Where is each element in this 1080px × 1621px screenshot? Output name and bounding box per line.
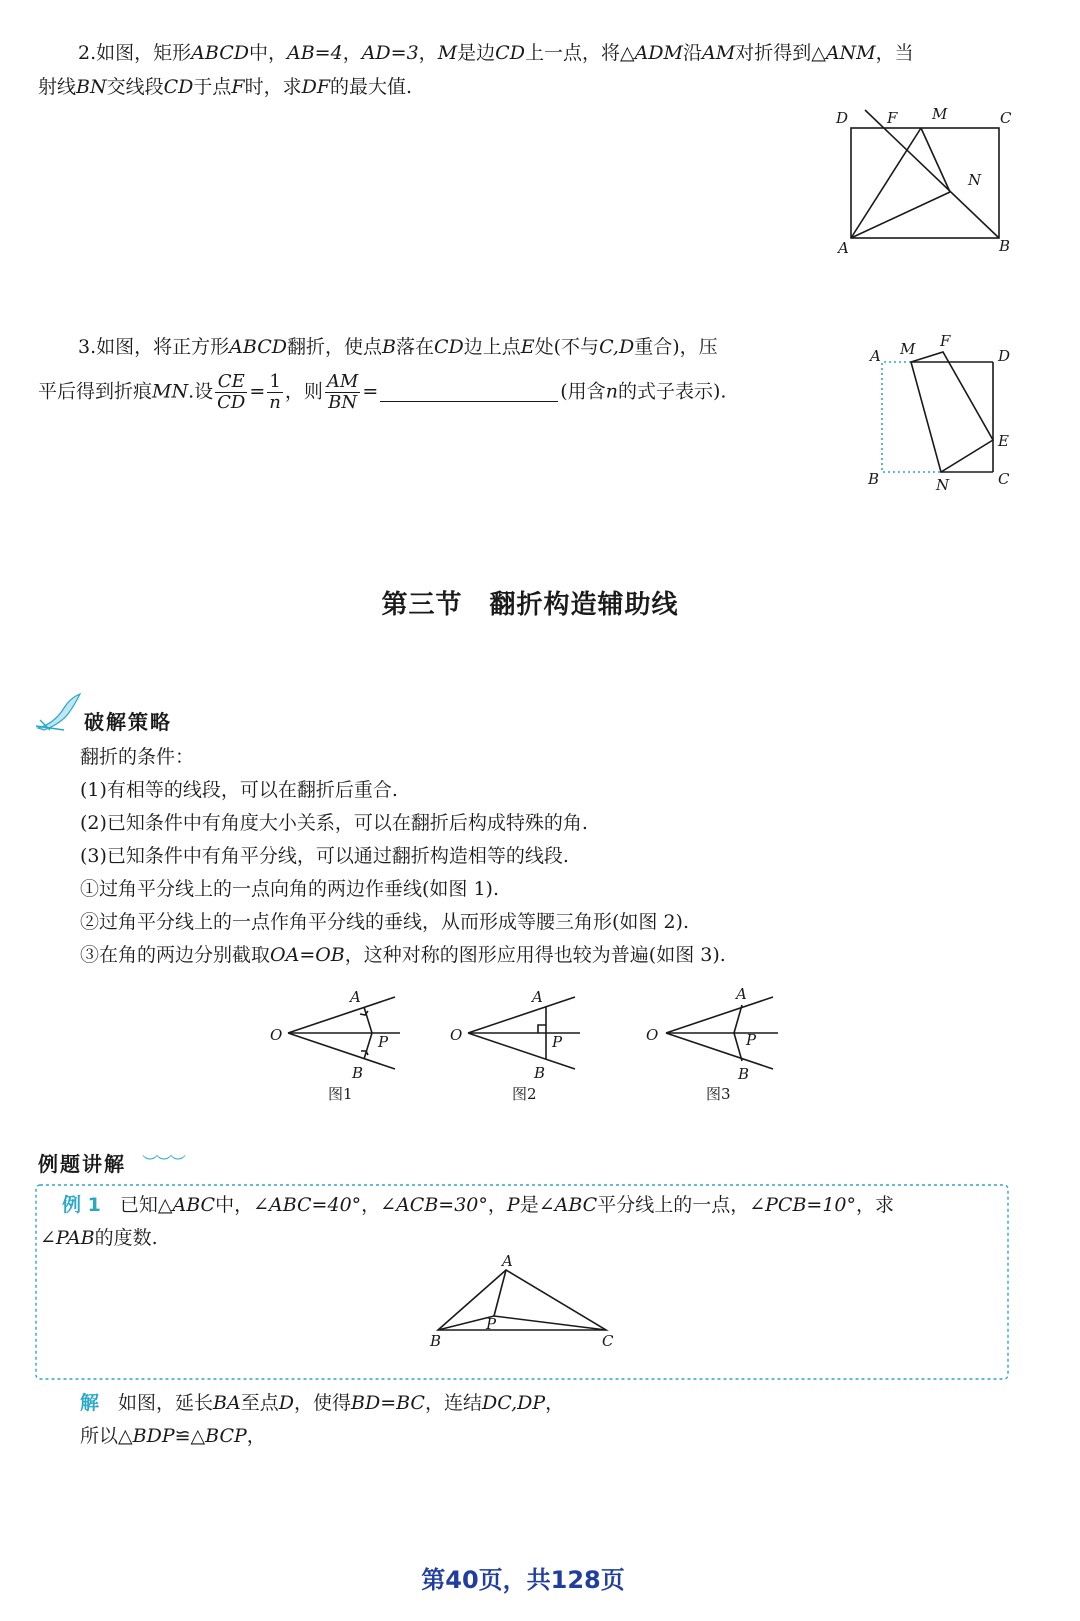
label-a: A: [838, 239, 849, 257]
strategy-item-6: ③在角的两边分别截取OA=OB，这种对称的图形应用得也较为普遍(如图 3).: [80, 944, 726, 966]
page-footer: 第40页，共128页: [421, 1566, 625, 1594]
label-m: M: [932, 105, 948, 123]
label-d: D: [998, 347, 1011, 365]
problem-2-line-2: 射线BN交线段CD于点F时，求DF的最大值.: [38, 76, 413, 98]
svg-text:A: A: [532, 988, 543, 1006]
label-a: A: [870, 347, 881, 365]
strategy-intro: 翻折的条件：: [80, 746, 195, 768]
svg-text:B: B: [534, 1064, 546, 1082]
svg-text:O: O: [450, 1026, 463, 1044]
label-b: B: [430, 1332, 442, 1350]
svg-text:O: O: [646, 1026, 659, 1044]
example-1-line-2: ∠PAB的度数.: [40, 1227, 158, 1249]
solution-label: 解: [80, 1392, 100, 1414]
label-n: N: [968, 171, 982, 189]
label-b: B: [868, 470, 880, 488]
fraction-ce-cd: $\frac{CE}{CD}$: [217, 371, 246, 413]
figure-3: [638, 985, 788, 1110]
fraction-am-bn: $\frac{AM}{BN}$: [326, 371, 359, 413]
problem-2-line-1: 2.如图，矩形ABCD中，AB=4，AD=3，M是边CD上一点，将△ADM沿AM对折得到△ANM，当: [78, 42, 914, 64]
label-f: F: [887, 109, 898, 127]
strategy-item-5: ②过角平分线上的一点作角平分线的垂线，从而形成等腰三角形(如图 2).: [80, 911, 689, 933]
problem-3-figure: [860, 330, 1030, 495]
section-title: 第三节 翻折构造辅助线: [381, 590, 679, 620]
triangle-abc: [438, 1270, 606, 1330]
answer-blank[interactable]: [380, 401, 558, 402]
label-c: C: [1000, 109, 1012, 127]
svg-text:O: O: [270, 1026, 283, 1044]
strategy-heading: 破解策略: [84, 710, 172, 734]
example-1-figure: [420, 1250, 630, 1355]
figure-2: [440, 985, 590, 1110]
strategy-item-4: ①过角平分线上的一点向角的两边作垂线(如图 1).: [80, 878, 499, 900]
svg-text:B: B: [352, 1064, 364, 1082]
label-d: D: [836, 109, 849, 127]
label-f: F: [940, 332, 951, 350]
example-1-label: 例 1: [62, 1194, 101, 1216]
label-e: E: [998, 432, 1009, 450]
svg-text:P: P: [378, 1033, 389, 1051]
label-c: C: [998, 470, 1010, 488]
heading-decoration-icon: ︶︶︶: [142, 1153, 185, 1172]
feather-icon: [34, 690, 84, 734]
strategy-item-1: (1)有相等的线段，可以在翻折后重合.: [80, 779, 398, 801]
figure-1-caption: 图1: [328, 1085, 353, 1103]
figure-1: [260, 985, 410, 1110]
label-c: C: [602, 1332, 614, 1350]
figure-3-caption: 图3: [706, 1085, 731, 1103]
original-edge-dotted: [882, 362, 941, 472]
solution-line-2: 所以△BDP≌△BCP，: [80, 1425, 266, 1447]
folded-quadrilateral: [911, 352, 993, 472]
label-a: A: [502, 1252, 513, 1270]
examples-heading: 例题讲解: [38, 1152, 126, 1176]
label-n: N: [936, 476, 950, 494]
strategy-item-2: (2)已知条件中有角度大小关系，可以在翻折后构成特殊的角.: [80, 812, 588, 834]
figure-2-caption: 图2: [512, 1085, 537, 1103]
strategy-item-3: (3)已知条件中有角平分线，可以通过翻折构造相等的线段.: [80, 845, 569, 867]
problem-3-line-2: 平后得到折痕MN.设 $\frac{CE}{CD}$ = $\frac{1}{n}$ ，则 $\frac{AM}{BN}$ = (用含n的式子表示).: [38, 371, 727, 413]
svg-text:B: B: [738, 1065, 750, 1083]
segment-cp: [494, 1316, 606, 1330]
problem-3-line-1: 3.如图，将正方形ABCD翻折，使点B落在CD边上点E处(不与C,D重合)，压: [78, 336, 718, 358]
problem-2-figure: [830, 100, 1020, 265]
label-m: M: [900, 340, 916, 358]
svg-text:A: A: [350, 988, 361, 1006]
segment-mn: [921, 128, 950, 192]
svg-text:A: A: [736, 985, 747, 1003]
svg-text:P: P: [746, 1031, 757, 1049]
fraction-1-n: $\frac{1}{n}$: [269, 371, 281, 413]
solution-line-1: 解 如图，延长BA至点D，使得BD=BC，连结DC,DP，: [80, 1392, 565, 1414]
svg-text:P: P: [552, 1033, 563, 1051]
example-1-line-1: 例 1 已知△ABC中，∠ABC=40°，∠ACB=30°，P是∠ABC平分线上的一点，∠PCB=10°，求: [62, 1194, 895, 1216]
segment-ap: [494, 1270, 506, 1316]
label-p: P: [486, 1315, 497, 1333]
label-b: B: [999, 237, 1011, 255]
